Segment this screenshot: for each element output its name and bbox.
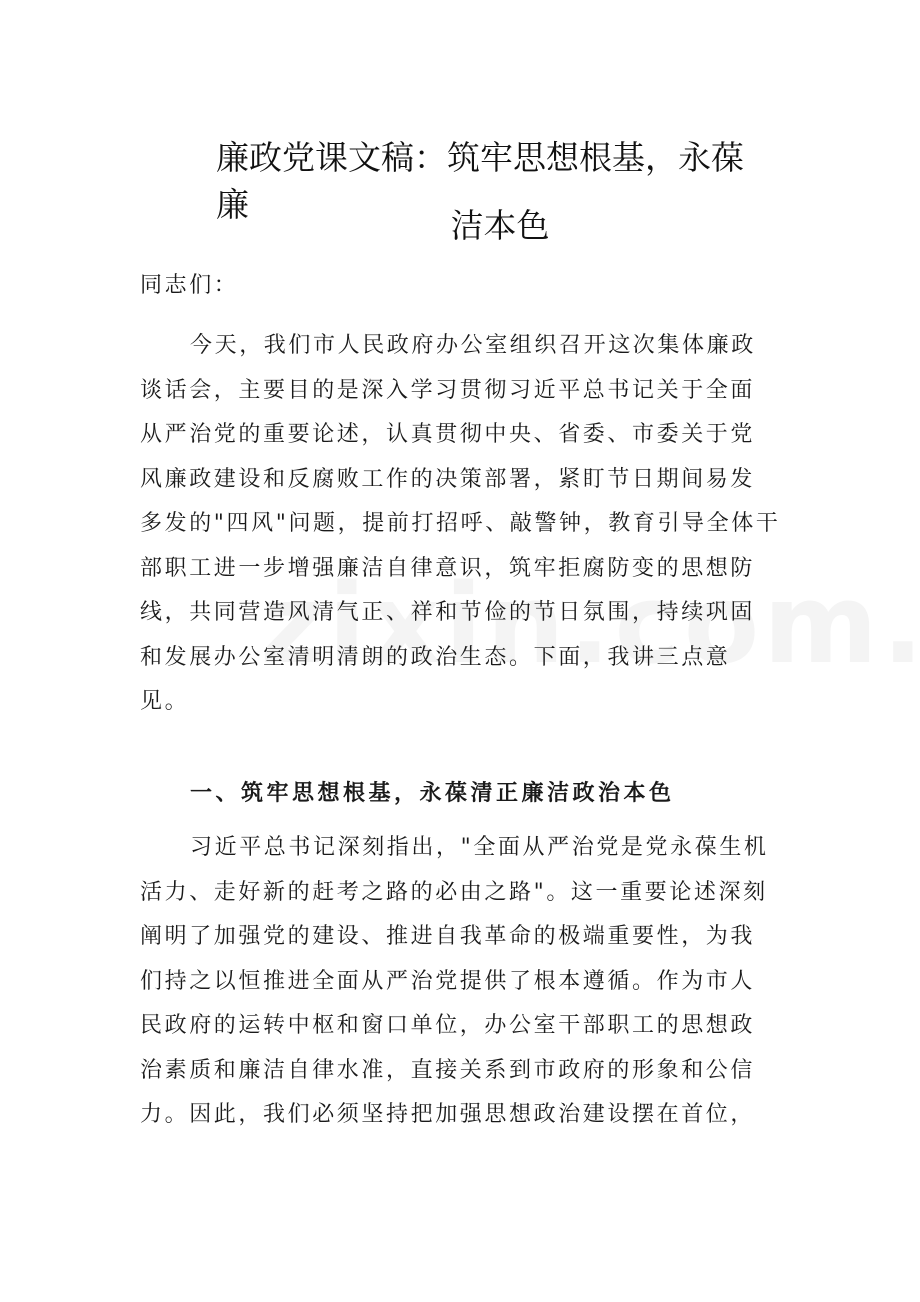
paragraph-line: 多发的"四风"问题，提前打招呼、敲警钟，教育引导全体干 — [140, 511, 781, 536]
paragraph-line: 见。 — [140, 689, 190, 714]
paragraph-line: 力。因此，我们必须坚持把加强思想政治建设摆在首位， — [140, 1102, 756, 1127]
salutation: 同志们： — [140, 273, 239, 298]
paragraph-line: 线，共同营造风清气正、祥和节俭的节日氛围，持续巩固 — [140, 600, 756, 625]
paragraph-line: 治素质和廉洁自律水准，直接关系到市政府的形象和公信 — [140, 1057, 756, 1083]
paragraph-line: 和发展办公室清明清朗的政治生态。下面，我讲三点意 — [140, 644, 731, 670]
paragraph-line: 活力、走好新的赶考之路的必由之路"。这一重要论述深刻 — [140, 879, 768, 905]
paragraph-line: 今天，我们市人民政府办公室组织召开这次集体廉政 — [190, 333, 756, 358]
document-title-line1: 廉政党课文稿：筑牢思想根基，永葆廉 — [216, 138, 744, 224]
intro-paragraph — [140, 324, 780, 725]
section-heading: 一、筑牢思想根基，永葆清正廉洁政治本色 — [190, 780, 675, 806]
paragraph-line: 谈话会，主要目的是深入学习贯彻习近平总书记关于全面 — [140, 377, 756, 403]
paragraph-line: 从严治党的重要论述，认真贯彻中央、省委、市委关于党 — [140, 422, 756, 447]
section1-paragraph — [140, 826, 780, 1138]
paragraph-line: 民政府的运转中枢和窗口单位，办公室干部职工的思想政 — [140, 1013, 756, 1038]
paragraph-line: 部职工进一步增强廉洁自律意识，筑牢拒腐防变的思想防 — [140, 555, 756, 581]
paragraph-line: 风廉政建设和反腐败工作的决策部署，紧盯节日期间易发 — [140, 466, 756, 492]
document-title-line2: 洁本色 — [450, 206, 550, 245]
paragraph-line: 们持之以恒推进全面从严治党提供了根本遵循。作为市人 — [140, 968, 756, 994]
paragraph-line: 阐明了加强党的建设、推进自我革命的极端重要性，为我 — [140, 924, 756, 949]
paragraph-line: 习近平总书记深刻指出，"全面从严治党是党永葆生机 — [190, 835, 769, 860]
